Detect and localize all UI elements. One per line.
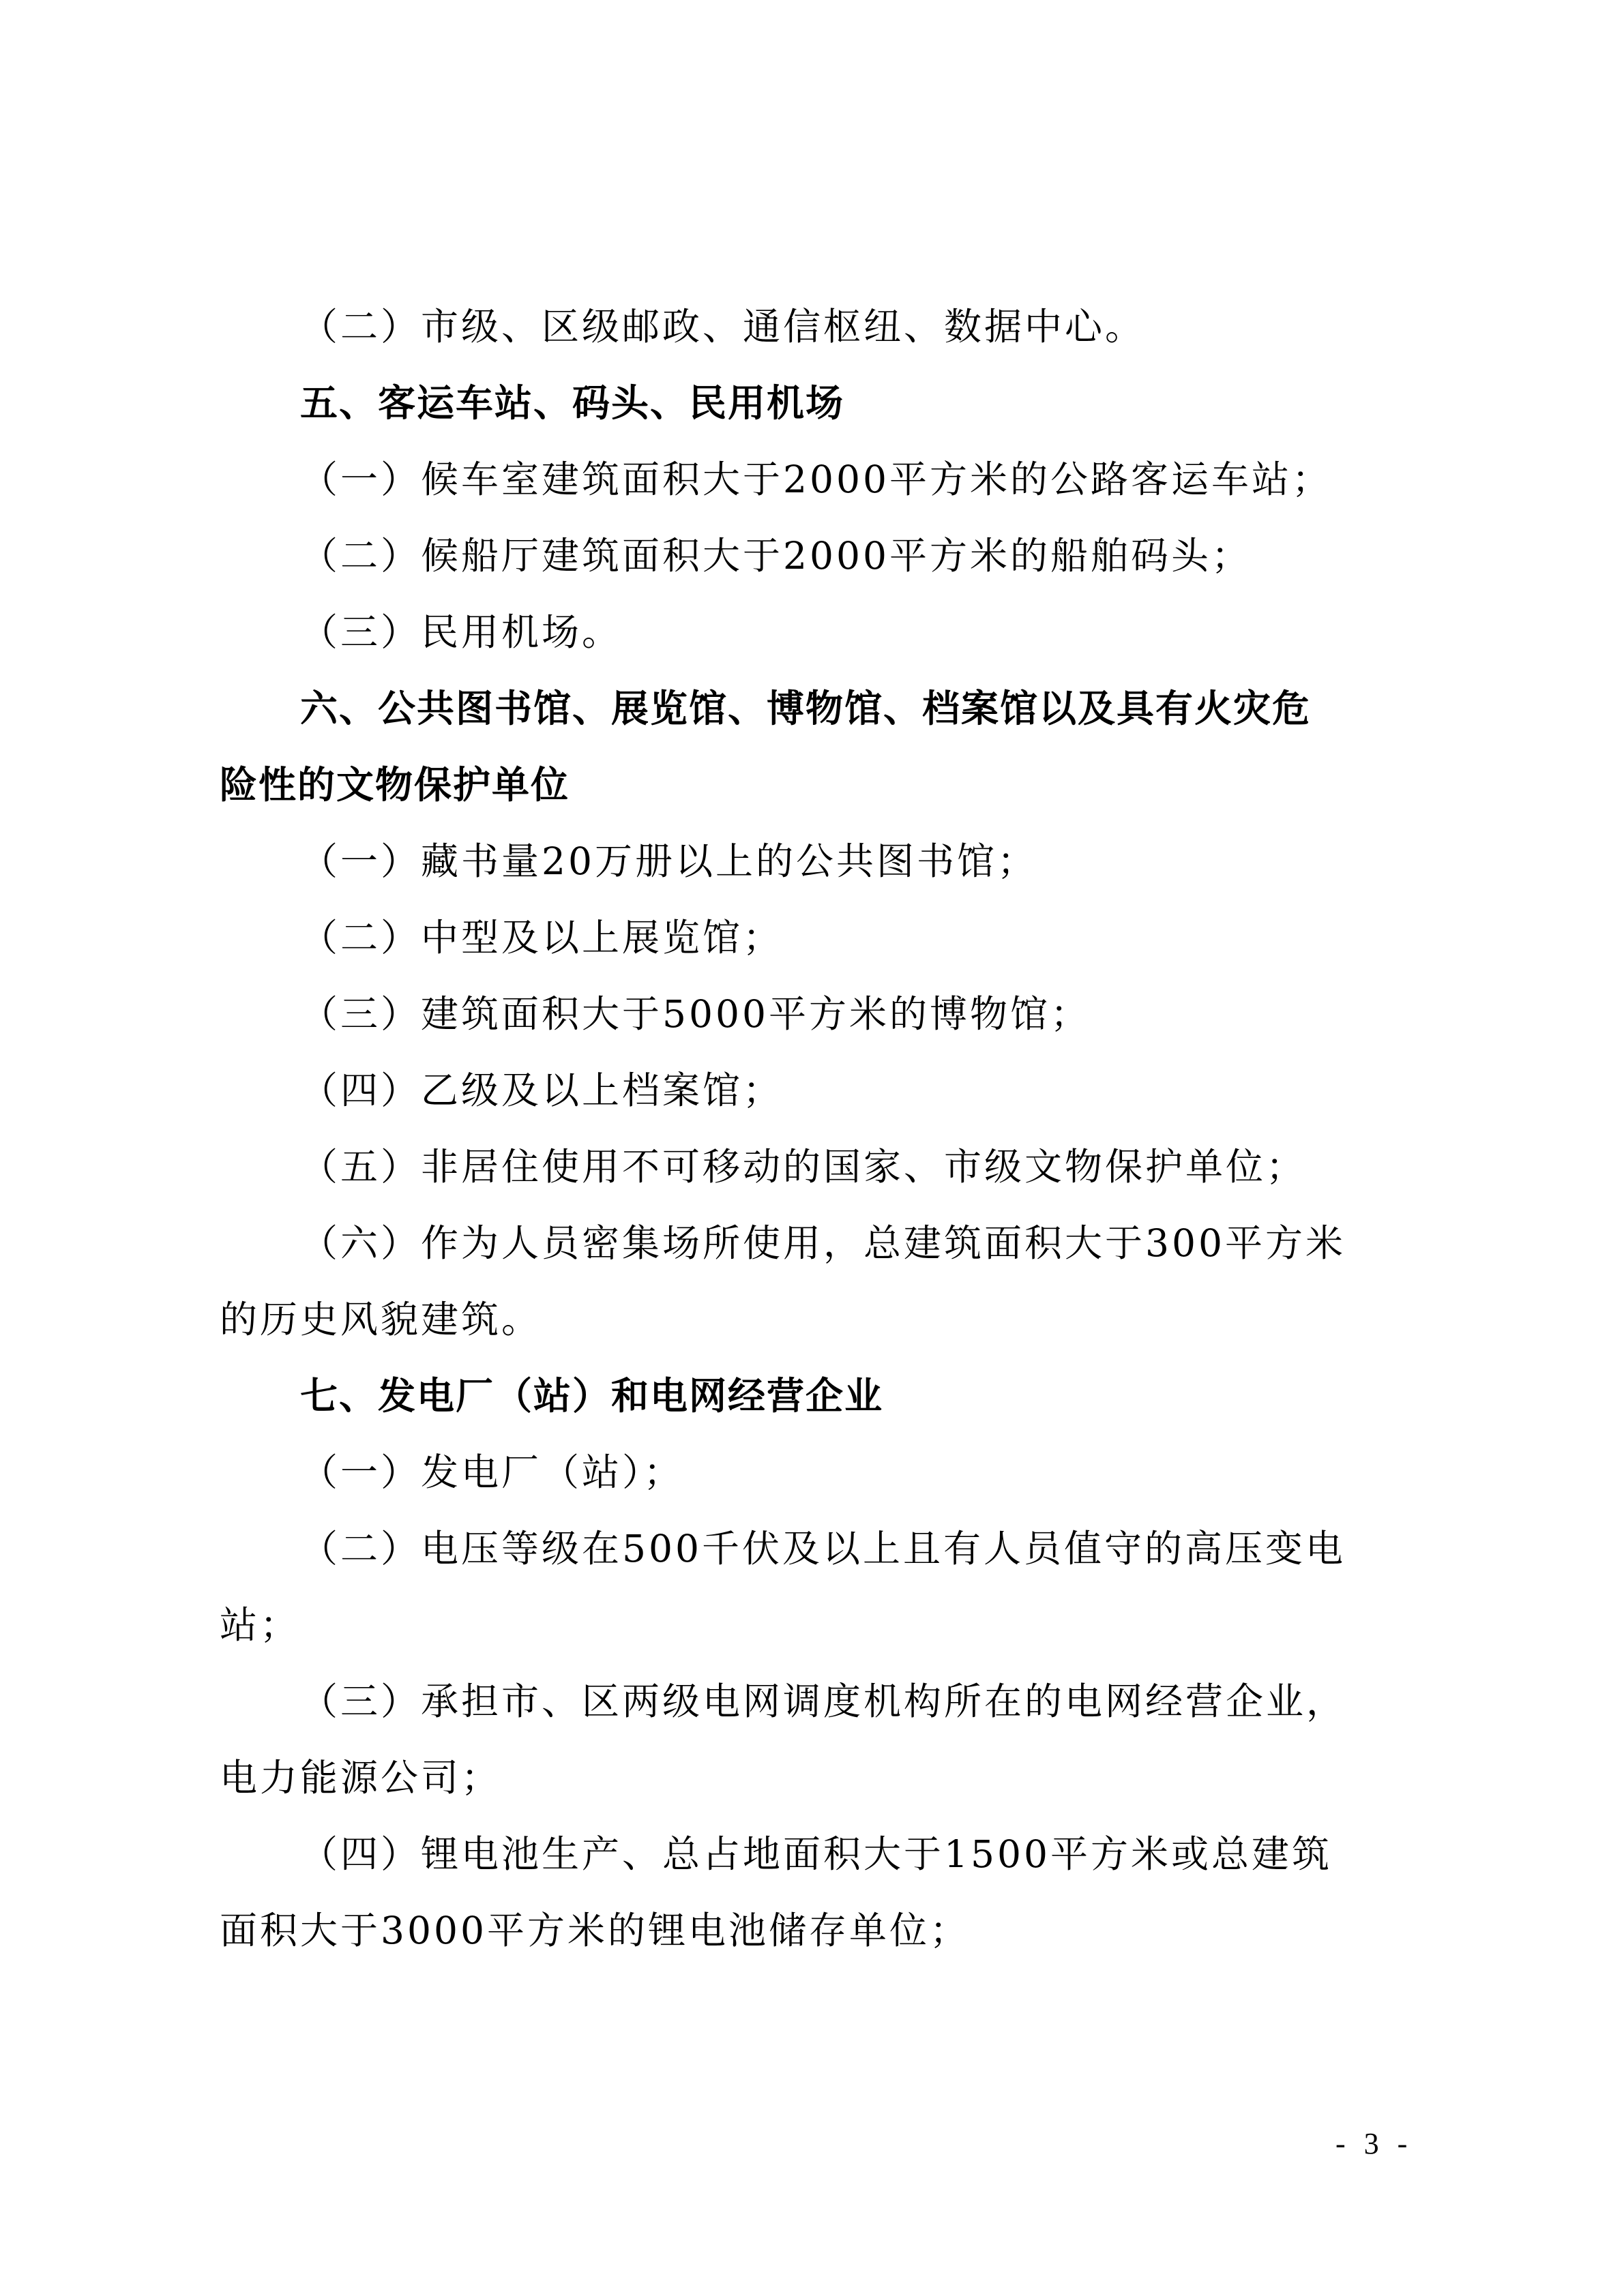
item-2-line: （二）电压等级在500千伏及以上且有人员值守的高压变电: [300, 1527, 1346, 1570]
item-2-line: （二）候船厅建筑面积大于2000平方米的船舶码头；: [300, 534, 1252, 578]
item-3-line: （三）民用机场。: [300, 610, 623, 654]
item-3-line-continued: 电力能源公司；: [220, 1756, 502, 1800]
item-4-line: （四）乙级及以上档案馆；: [300, 1069, 784, 1112]
item-1-line: （一）发电厂（站）；: [300, 1450, 684, 1494]
item-2-line: （二）中型及以上展览馆；: [300, 916, 784, 959]
item-5-line: （五）非居住使用不可移动的国家、市级文物保护单位；: [300, 1145, 1307, 1189]
item-4-line-continued: 面积大于3000平方米的锂电池储存单位；: [220, 1909, 970, 1952]
item-2-line: （二）市级、区级邮政、通信枢纽、数据中心。: [300, 305, 1146, 348]
item-4-line: （四）锂电池生产、总占地面积大于1500平方米或总建筑: [300, 1832, 1332, 1876]
section-6-heading: 六、公共图书馆、展览馆、博物馆、档案馆以及具有火灾危: [300, 687, 1312, 730]
item-2-line-continued: 站；: [220, 1603, 301, 1647]
item-1-line: （一）藏书量20万册以上的公共图书馆；: [300, 839, 1037, 883]
page-number: - 3 -: [1335, 2127, 1413, 2160]
item-6-line-continued: 的历史风貌建筑。: [220, 1298, 542, 1341]
item-3-line: （三）建筑面积大于5000平方米的博物馆；: [300, 992, 1091, 1036]
item-3-line: （三）承担市、区两级电网调度机构所在的电网经营企业，: [300, 1680, 1347, 1723]
section-7-heading: 七、发电厂（站）和电网经营企业: [300, 1374, 884, 1418]
section-6-heading-continued: 险性的文物保护单位: [220, 763, 570, 807]
document-body: [220, 288, 1420, 1969]
item-1-line: （一）候车室建筑面积大于2000平方米的公路客运车站；: [300, 458, 1332, 501]
section-5-heading: 五、客运车站、码头、民用机场: [300, 381, 845, 425]
item-6-line: （六）作为人员密集场所使用，总建筑面积大于300平方米: [300, 1221, 1346, 1265]
